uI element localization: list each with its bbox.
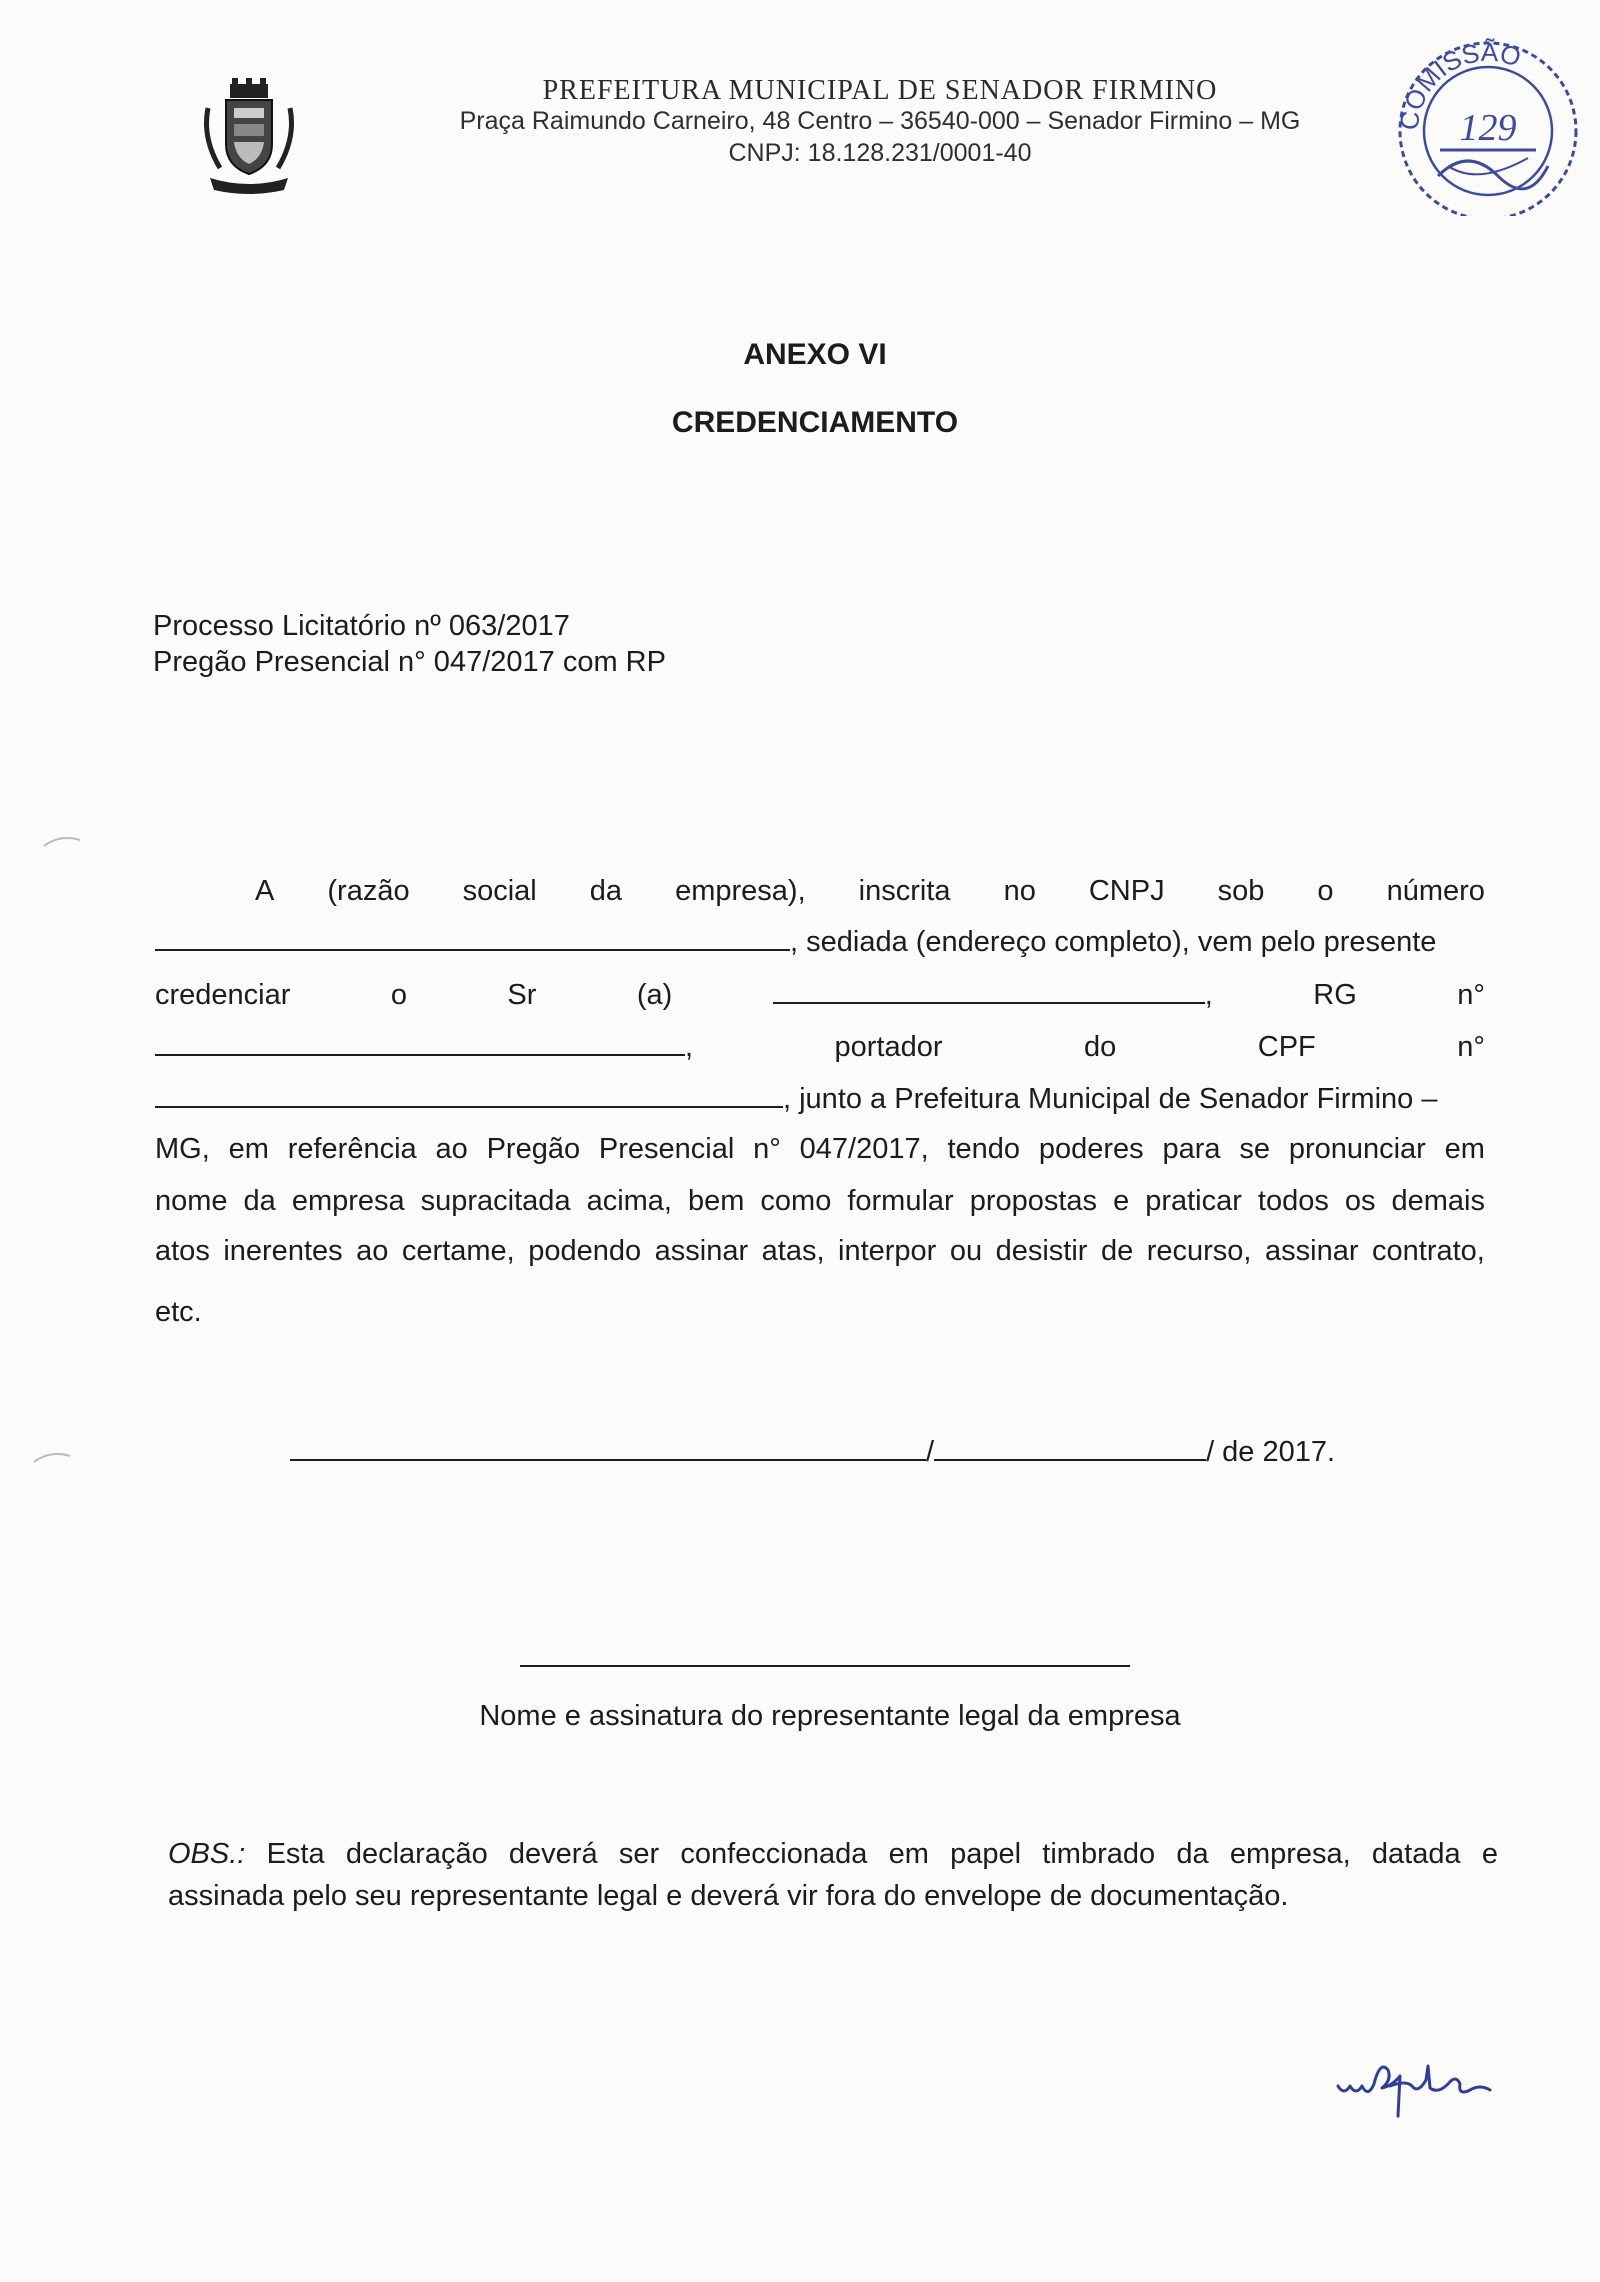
body-line-7-word: da	[243, 1185, 276, 1217]
body-line-3-word: (a)	[636, 979, 673, 1011]
stamp-page-number: 129	[1459, 107, 1517, 149]
body-line-8-word: inerentes	[223, 1235, 343, 1267]
body-line-3-word: n°	[1457, 979, 1485, 1011]
body-line-4	[155, 1030, 1485, 1064]
body-line-8-word: desistir	[995, 1235, 1088, 1267]
body-line-8-word: assinar	[1265, 1235, 1359, 1267]
body-line-7-word: demais	[1391, 1185, 1485, 1217]
representative-name-blank[interactable]	[773, 978, 1205, 1004]
body-line-1-word: A	[255, 875, 275, 907]
body-line-7-word: todos	[1257, 1185, 1329, 1217]
date-slash: /	[926, 1436, 935, 1468]
body-line-7-word: empresa	[291, 1185, 405, 1217]
body-line-7-word: bem	[688, 1185, 745, 1217]
body-line-8-word: ou	[949, 1235, 983, 1267]
body-line-6-word: ao	[435, 1133, 468, 1165]
body-line-1-word: o	[1317, 875, 1334, 907]
body-line-4-word: CPF	[1257, 1031, 1316, 1063]
body-line-8-word: recurso,	[1146, 1235, 1252, 1267]
body-line-4-word: do	[1084, 1031, 1117, 1063]
body-line-1-word: (razão	[327, 875, 410, 907]
body-line-6-word: pronunciar	[1288, 1133, 1426, 1165]
body-line-7-word: formular	[847, 1185, 954, 1217]
body-line-5-text: , junto a Prefeitura Municipal de Senador Firmino –	[783, 1083, 1438, 1115]
obs-line-1-word: timbrado	[1042, 1838, 1156, 1870]
stamp-word: COMISSÃO	[1393, 36, 1525, 132]
obs-line-1-word: papel	[950, 1838, 1022, 1870]
body-line-3-word: Sr	[507, 979, 537, 1011]
body-line-8-word: podendo	[528, 1235, 642, 1267]
body-line-8-word: contrato,	[1372, 1235, 1485, 1267]
body-line-1	[255, 875, 1485, 908]
body-line-6-word: MG,	[155, 1133, 210, 1165]
comma: ,	[1204, 979, 1213, 1011]
process-number: Processo Licitatório nº 063/2017	[153, 610, 570, 642]
body-line-6-word: tendo	[947, 1133, 1021, 1165]
cpf-blank[interactable]	[155, 1082, 783, 1108]
obs-line-1-word: e	[1481, 1838, 1498, 1870]
document-subject: CREDENCIAMENTO	[671, 406, 959, 439]
commission-stamp	[1388, 26, 1588, 216]
body-line-8-word: assinar	[654, 1235, 749, 1267]
scan-mark	[30, 1448, 90, 1468]
obs-line-1-word: Esta	[266, 1838, 325, 1870]
body-line-1-word: da	[589, 875, 623, 907]
body-line-5	[155, 1082, 1485, 1116]
body-line-1-word: no	[1003, 875, 1036, 907]
body-line-6-word: Pregão	[486, 1133, 581, 1165]
body-line-7-word: os	[1344, 1185, 1376, 1217]
body-line-6-word: n°	[753, 1133, 781, 1165]
body-line-1-word: sob	[1217, 875, 1265, 907]
representative-name-field	[773, 978, 1213, 1012]
obs-line-1-word: da	[1176, 1838, 1209, 1870]
body-line-6-word: referência	[287, 1133, 417, 1165]
body-line-8	[155, 1235, 1485, 1268]
obs-line-1	[168, 1838, 1498, 1871]
body-line-4-word: n°	[1457, 1031, 1485, 1063]
rg-number-field	[155, 1030, 693, 1064]
body-line-6-word: em	[1444, 1133, 1485, 1165]
signature-label: Nome e assinatura do representante legal da empresa	[479, 1700, 1181, 1732]
body-line-6-word: poderes	[1038, 1133, 1144, 1165]
body-line-6-word: para	[1162, 1133, 1221, 1165]
body-line-6-word: 047/2017,	[799, 1133, 929, 1165]
rg-number-blank[interactable]	[155, 1030, 685, 1056]
body-line-6	[155, 1133, 1485, 1166]
obs-label: OBS.:	[168, 1838, 246, 1870]
obs-line-1-word: declaração	[345, 1838, 488, 1870]
body-line-8-word: interpor	[838, 1235, 937, 1267]
body-line-1-word: número	[1386, 875, 1485, 907]
body-line-7	[155, 1185, 1485, 1218]
obs-line-1-word: confeccionada	[680, 1838, 868, 1870]
body-line-1-word: empresa),	[675, 875, 806, 907]
signature-line[interactable]	[520, 1665, 1130, 1667]
scan-mark	[40, 832, 100, 852]
body-line-6-word: se	[1239, 1133, 1270, 1165]
pregao-number: Pregão Presencial n° 047/2017 com RP	[153, 646, 666, 678]
header-address: Praça Raimundo Carneiro, 48 Centro – 36540-000 – Senador Firmino – MG	[459, 107, 1301, 135]
obs-line-1-word: empresa,	[1229, 1838, 1351, 1870]
body-line-1-word: CNPJ	[1088, 875, 1165, 907]
body-line-7-word: praticar	[1145, 1185, 1242, 1217]
body-line-9: etc.	[155, 1296, 202, 1328]
body-line-2	[155, 925, 1485, 959]
body-line-8-word: de	[1100, 1235, 1134, 1267]
handwritten-rubric	[1330, 2040, 1510, 2120]
obs-line-1-word: datada	[1371, 1838, 1461, 1870]
body-line-8-word: certame,	[401, 1235, 515, 1267]
body-line-7-word: propostas	[969, 1185, 1098, 1217]
body-line-7-word: supracitada	[420, 1185, 571, 1217]
body-line-3-word: o	[390, 979, 407, 1011]
body-line-7-word: e	[1113, 1185, 1130, 1217]
obs-line-1-word: em	[888, 1838, 929, 1870]
body-line-1-word: social	[462, 875, 537, 907]
body-line-3-word: RG	[1313, 979, 1357, 1011]
body-line-7-word: como	[760, 1185, 832, 1217]
obs-line-2: assinada pelo seu representante legal e deverá vir fora do envelope de documentação.	[168, 1880, 1289, 1912]
date-line	[290, 1435, 1335, 1469]
body-line-8-word: ao	[356, 1235, 389, 1267]
body-line-6-word: Presencial	[598, 1133, 735, 1165]
body-line-7-word: nome	[155, 1185, 228, 1217]
body-line-3-word: credenciar	[155, 979, 291, 1011]
header-municipality-name: PREFEITURA MUNICIPAL DE SENADOR FIRMINO	[542, 75, 1218, 106]
body-line-7-word: acima,	[586, 1185, 672, 1217]
date-year-suffix: / de 2017.	[1206, 1436, 1336, 1468]
date-month-blank[interactable]	[934, 1435, 1206, 1461]
body-line-3	[155, 978, 1485, 1012]
header-cnpj: CNPJ: 18.128.231/0001-40	[728, 139, 1032, 167]
body-line-2-text: , sediada (endereço completo), vem pelo presente	[790, 926, 1437, 958]
body-line-8-word: atos	[155, 1235, 210, 1267]
obs-line-1-word: ser	[618, 1838, 660, 1870]
body-line-1-word: inscrita	[858, 875, 951, 907]
body-line-4-word: portador	[834, 1031, 943, 1063]
municipal-coat-of-arms	[200, 78, 298, 196]
body-line-6-word: em	[228, 1133, 269, 1165]
body-line-8-word: atas,	[761, 1235, 825, 1267]
cnpj-blank[interactable]	[155, 925, 790, 951]
annex-title: ANEXO VI	[743, 338, 887, 371]
obs-line-1-word: deverá	[508, 1838, 598, 1870]
comma: ,	[685, 1031, 694, 1063]
date-day-blank[interactable]	[290, 1435, 926, 1461]
